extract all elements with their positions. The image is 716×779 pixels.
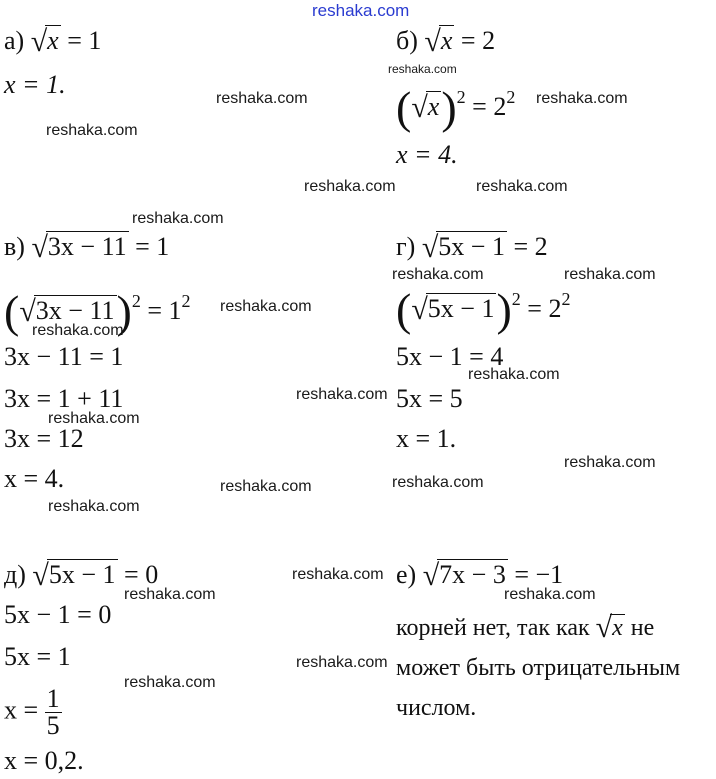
problem-g-answer: x = 1.: [396, 424, 457, 453]
problem-g-equation: [396, 232, 548, 263]
rhs: = 2: [527, 294, 562, 323]
radical: √5x − 1: [411, 293, 495, 326]
label-v: в): [4, 232, 25, 261]
exponent: 2: [561, 289, 571, 309]
radical: √7x − 3: [422, 559, 506, 592]
watermark: reshaka.com: [304, 178, 396, 195]
watermark: reshaka.com: [292, 566, 384, 583]
watermark: reshaka.com: [48, 498, 140, 515]
watermark: reshaka.com: [468, 366, 560, 383]
exponent: 2: [506, 87, 516, 107]
problem-a-answer: x = 1.: [4, 70, 66, 99]
exponent: 2: [511, 289, 521, 309]
label-d: д): [4, 560, 26, 589]
radical: √x: [424, 25, 453, 58]
label-b: б): [396, 26, 418, 55]
problem-d-answer: x = 0,2.: [4, 746, 84, 775]
denominator: 5: [46, 711, 60, 740]
problem-d-step1: 5x − 1 = 0: [4, 600, 112, 629]
problem-v-squared: $(√3x - 11)^2 = 1^2$: [4, 286, 191, 337]
problem-e-text-line1: [396, 610, 654, 646]
watermark: reshaka.com: [536, 90, 628, 107]
watermark: reshaka.com: [476, 178, 568, 195]
problem-g-squared: $(√5x - 1)^2 = 2^2$: [396, 284, 571, 335]
radicand: x: [612, 615, 623, 641]
fraction: [45, 686, 62, 739]
text: корней нет, так как: [396, 615, 590, 641]
problem-e-text-line3: числом.: [396, 695, 477, 721]
watermark: reshaka.com: [124, 674, 216, 691]
radical: √3x − 11: [31, 231, 127, 264]
exponent: 2: [181, 291, 191, 311]
watermark: reshaka.com: [564, 266, 656, 283]
problem-g-step2: 5x = 5: [396, 384, 463, 413]
rhs: = 1: [67, 26, 102, 55]
watermark: reshaka.com: [392, 474, 484, 491]
radical: √3x − 11: [19, 295, 115, 328]
watermark: reshaka.com: [504, 586, 596, 603]
watermark: reshaka.com: [124, 586, 216, 603]
radicand: 3x − 11: [35, 296, 115, 325]
problem-v-step1: 3x − 11 = 1: [4, 342, 124, 371]
numerator: 1: [46, 684, 60, 713]
label-a: а): [4, 26, 25, 55]
label-e: е): [396, 560, 417, 589]
radicand: 3x − 11: [47, 232, 127, 261]
watermark: reshaka.com: [220, 478, 312, 495]
problem-v-step2: 3x = 1 + 11: [4, 384, 124, 413]
watermark: reshaka.com: [46, 122, 138, 139]
radicand: x: [440, 26, 453, 55]
watermark: reshaka.com: [48, 410, 140, 427]
rhs: = 0: [124, 560, 159, 589]
problem-d-step2: 5x = 1: [4, 642, 71, 671]
rhs: = 1: [135, 232, 170, 261]
text: не: [630, 615, 655, 641]
radical: √5x − 1: [421, 231, 505, 264]
exponent: 2: [456, 87, 466, 107]
watermark: reshaka.com: [564, 454, 656, 471]
radicand: 5x − 1: [438, 232, 505, 261]
lhs: x =: [4, 695, 39, 725]
problem-d-equation: [4, 560, 158, 591]
problem-d-fraction-line: [4, 686, 62, 739]
radical: √x: [30, 25, 59, 58]
radical: √x: [411, 91, 440, 124]
problem-b-answer: x = 4.: [396, 140, 458, 169]
problem-v-equation: [4, 232, 169, 263]
rhs: = −1: [514, 560, 564, 589]
watermark: reshaka.com: [388, 62, 457, 76]
rhs: = 2: [513, 232, 548, 261]
problem-e-equation: [396, 560, 563, 591]
watermark-top: reshaka.com: [312, 1, 410, 20]
watermark: reshaka.com: [32, 322, 124, 339]
watermark: reshaka.com: [296, 386, 388, 403]
radicand: 5x − 1: [48, 560, 116, 589]
radicand: 5x − 1: [427, 294, 495, 323]
problem-a-equation: [4, 26, 101, 57]
problem-v-answer: x = 4.: [4, 464, 65, 493]
rhs: = 2: [460, 26, 496, 55]
label-g: г): [396, 232, 416, 261]
radicand: 7x − 3: [439, 560, 506, 589]
watermark: reshaka.com: [132, 210, 224, 227]
rhs: = 1: [147, 296, 182, 325]
rhs: = 2: [472, 92, 507, 121]
watermark: reshaka.com: [216, 90, 308, 107]
problem-v-step3: 3x = 12: [4, 424, 84, 453]
problem-b-equation: [396, 26, 495, 57]
watermark: reshaka.com: [296, 654, 388, 671]
watermark: reshaka.com: [392, 266, 484, 283]
radical: √x: [595, 611, 623, 644]
problem-b-squared: $(√x)^2 = 2^2$: [396, 82, 516, 133]
problem-e-text-line2: может быть отрицательным: [396, 655, 681, 681]
exponent: 2: [131, 291, 141, 311]
problem-g-step1: 5x − 1 = 4: [396, 342, 504, 371]
watermark: reshaka.com: [220, 298, 312, 315]
radicand: x: [427, 92, 440, 121]
radicand: x: [47, 26, 59, 55]
radical: √5x − 1: [32, 559, 116, 592]
